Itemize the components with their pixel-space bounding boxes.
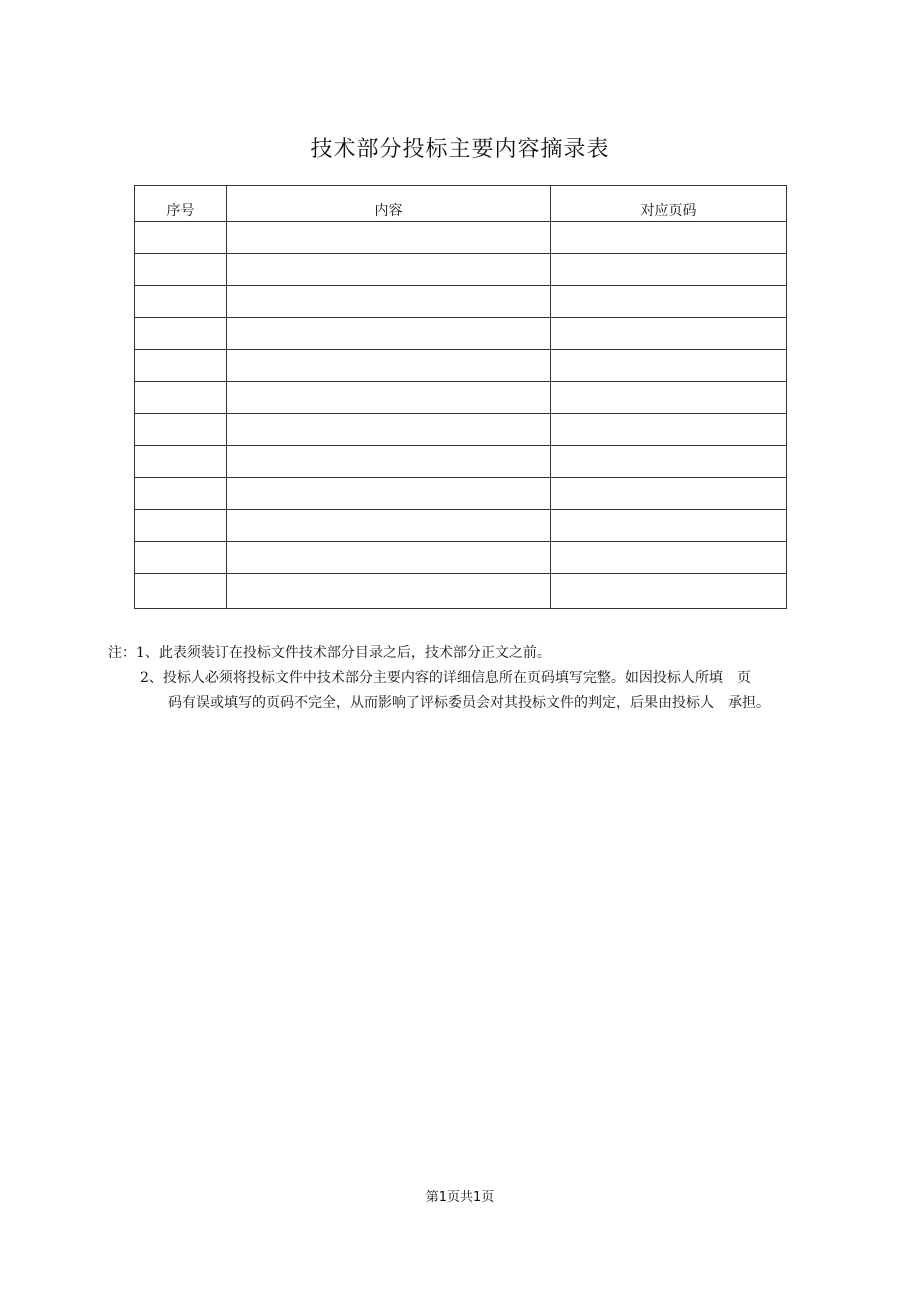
table-row <box>135 478 787 510</box>
cell-content[interactable] <box>227 478 551 510</box>
cell-page-number[interactable] <box>551 446 787 478</box>
cell-page-number[interactable] <box>551 254 787 286</box>
cell-serial-number[interactable] <box>135 542 227 574</box>
cell-content[interactable] <box>227 350 551 382</box>
cell-content[interactable] <box>227 446 551 478</box>
cell-content[interactable] <box>227 542 551 574</box>
table-row <box>135 318 787 350</box>
cell-serial-number[interactable] <box>135 414 227 446</box>
table-row <box>135 350 787 382</box>
cell-content[interactable] <box>227 574 551 609</box>
header-content: 内容 <box>227 186 551 222</box>
table-body <box>135 222 787 609</box>
notes-section <box>108 641 828 716</box>
cell-content[interactable] <box>227 286 551 318</box>
cell-serial-number[interactable] <box>135 574 227 609</box>
note-line-1: 注：1、此表须装订在投标文件技术部分目录之后，技术部分正文之前。 <box>108 645 551 661</box>
table-row <box>135 382 787 414</box>
cell-page-number[interactable] <box>551 350 787 382</box>
summary-table <box>134 185 787 609</box>
cell-content[interactable] <box>227 254 551 286</box>
table-row <box>135 446 787 478</box>
table-row <box>135 574 787 609</box>
cell-serial-number[interactable] <box>135 222 227 254</box>
cell-serial-number[interactable] <box>135 286 227 318</box>
table-row <box>135 542 787 574</box>
cell-content[interactable] <box>227 414 551 446</box>
table-row <box>135 254 787 286</box>
note-line-2: 2、投标人必须将投标文件中技术部分主要内容的详细信息所在页码填写完整。如因投标人所填 页 <box>140 670 751 686</box>
cell-serial-number[interactable] <box>135 382 227 414</box>
cell-content[interactable] <box>227 510 551 542</box>
cell-serial-number[interactable] <box>135 510 227 542</box>
cell-page-number[interactable] <box>551 318 787 350</box>
cell-content[interactable] <box>227 318 551 350</box>
cell-page-number[interactable] <box>551 510 787 542</box>
table-row <box>135 222 787 254</box>
table-row <box>135 414 787 446</box>
cell-content[interactable] <box>227 222 551 254</box>
cell-serial-number[interactable] <box>135 350 227 382</box>
table-row <box>135 510 787 542</box>
header-serial-number: 序号 <box>135 186 227 222</box>
cell-page-number[interactable] <box>551 414 787 446</box>
cell-page-number[interactable] <box>551 382 787 414</box>
cell-page-number[interactable] <box>551 286 787 318</box>
cell-serial-number[interactable] <box>135 318 227 350</box>
table-header-row <box>135 186 787 222</box>
cell-serial-number[interactable] <box>135 478 227 510</box>
cell-content[interactable] <box>227 382 551 414</box>
page-title: 技术部分投标主要内容摘录表 <box>310 137 610 162</box>
header-page-number: 对应页码 <box>551 186 787 222</box>
cell-serial-number[interactable] <box>135 446 227 478</box>
table-row <box>135 286 787 318</box>
cell-page-number[interactable] <box>551 478 787 510</box>
cell-serial-number[interactable] <box>135 254 227 286</box>
cell-page-number[interactable] <box>551 542 787 574</box>
page-footer: 第1页共1页 <box>425 1190 495 1205</box>
note-line-3: 码有误或填写的页码不完全，从而影响了评标委员会对其投标文件的判定，后果由投标人 承担。 <box>168 695 770 711</box>
cell-page-number[interactable] <box>551 574 787 609</box>
cell-page-number[interactable] <box>551 222 787 254</box>
